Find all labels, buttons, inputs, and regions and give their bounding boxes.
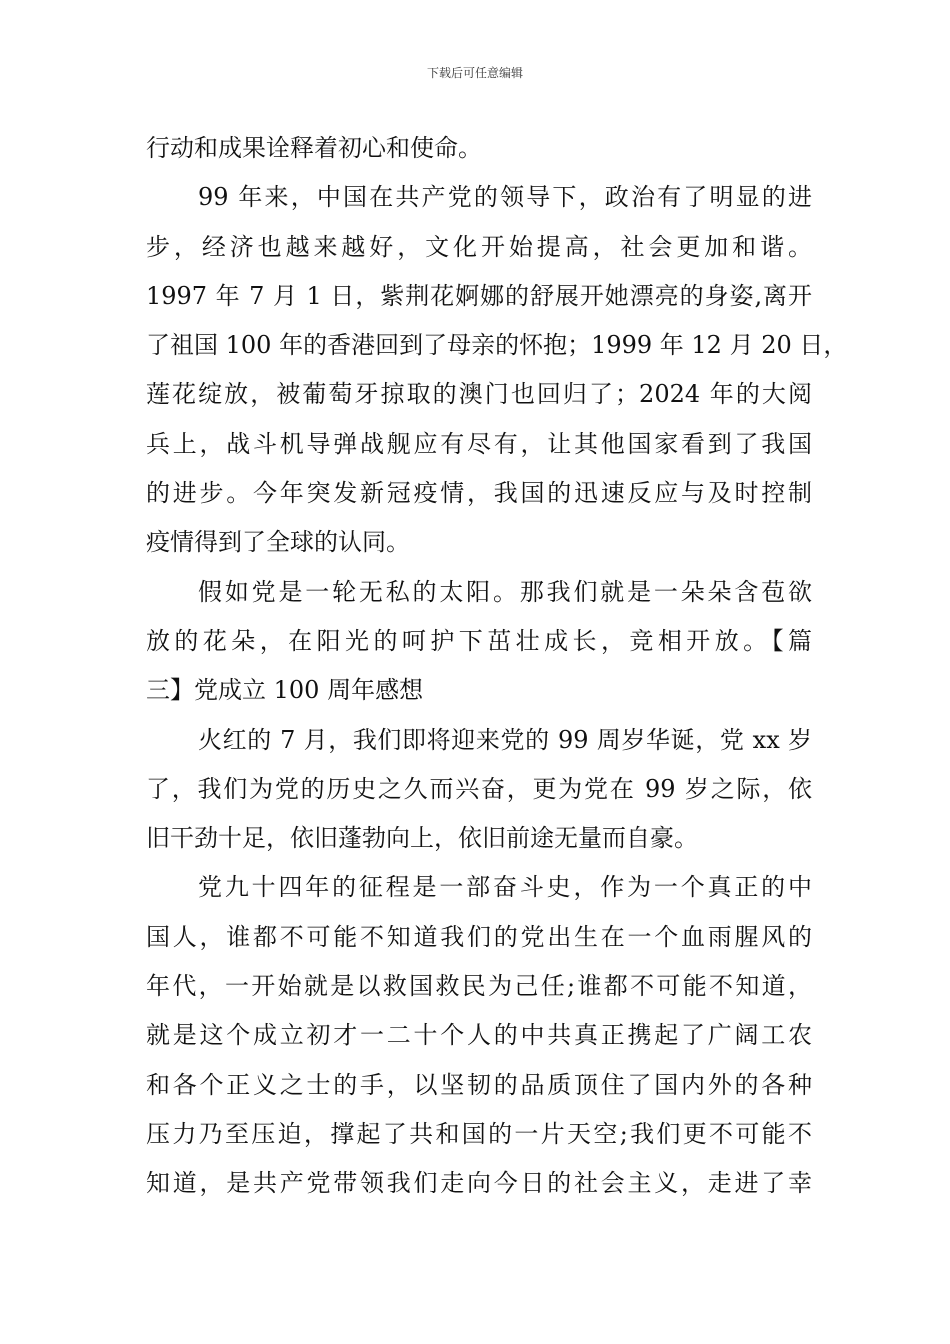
text-line: 假如党是一轮无私的太阳。那我们就是一朵朵含苞欲 — [198, 577, 812, 606]
text-line: 步，经济也越来越好，文化开始提高，社会更加和谐。 — [146, 232, 812, 261]
text-line: 压力乃至压迫，撑起了共和国的一片天空;我们更不可能不 — [146, 1119, 812, 1148]
text-line: 三】党成立 100 周年感想 — [146, 676, 424, 705]
text-line: 1997 年 7 月 1 日，紫荆花婀娜的舒展开她漂亮的身姿,离开 — [146, 281, 812, 310]
text-line: 99 年来，中国在共产党的领导下，政治有了明显的进 — [198, 183, 812, 212]
document-body — [146, 124, 848, 1209]
text-line: 莲花绽放，被葡萄牙掠取的澳门也回归了；2024 年的大阅 — [146, 380, 812, 409]
text-line: 了祖国 100 年的香港回到了母亲的怀抱；1999 年 12 月 20 日， — [146, 331, 848, 360]
text-line: 火红的 7 月，我们即将迎来党的 99 周岁华诞，党 xx 岁 — [198, 725, 812, 754]
text-line: 放的花朵，在阳光的呵护下茁壮成长，竞相开放。【篇 — [146, 626, 812, 655]
text-line: 和各个正义之士的手，以坚韧的品质顶住了国内外的各种 — [146, 1070, 812, 1099]
text-line: 了，我们为党的历史之久而兴奋，更为党在 99 岁之际，依 — [146, 774, 812, 803]
text-line: 旧干劲十足，依旧蓬勃向上，依旧前途无量而自豪。 — [146, 824, 698, 853]
text-line: 国人，谁都不可能不知道我们的党出生在一个血雨腥风的 — [146, 922, 812, 951]
page-header-note: 下载后可任意编辑 — [426, 66, 523, 80]
text-line: 兵上，战斗机导弹战舰应有尽有，让其他国家看到了我国 — [146, 429, 812, 458]
text-line: 年代，一开始就是以救国救民为己任;谁都不可能不知道， — [146, 972, 812, 1001]
text-line: 行动和成果诠释着初心和使命。 — [146, 134, 482, 162]
text-line: 党九十四年的征程是一部奋斗史，作为一个真正的中 — [198, 873, 812, 902]
text-line: 就是这个成立初才一二十个人的中共真正携起了广阔工农 — [146, 1021, 812, 1050]
text-line: 的进步。今年突发新冠疫情，我国的迅速反应与及时控制 — [146, 479, 812, 508]
text-line: 知道，是共产党带领我们走向今日的社会主义，走进了幸 — [146, 1169, 812, 1198]
text-line: 疫情得到了全球的认同。 — [146, 528, 410, 557]
